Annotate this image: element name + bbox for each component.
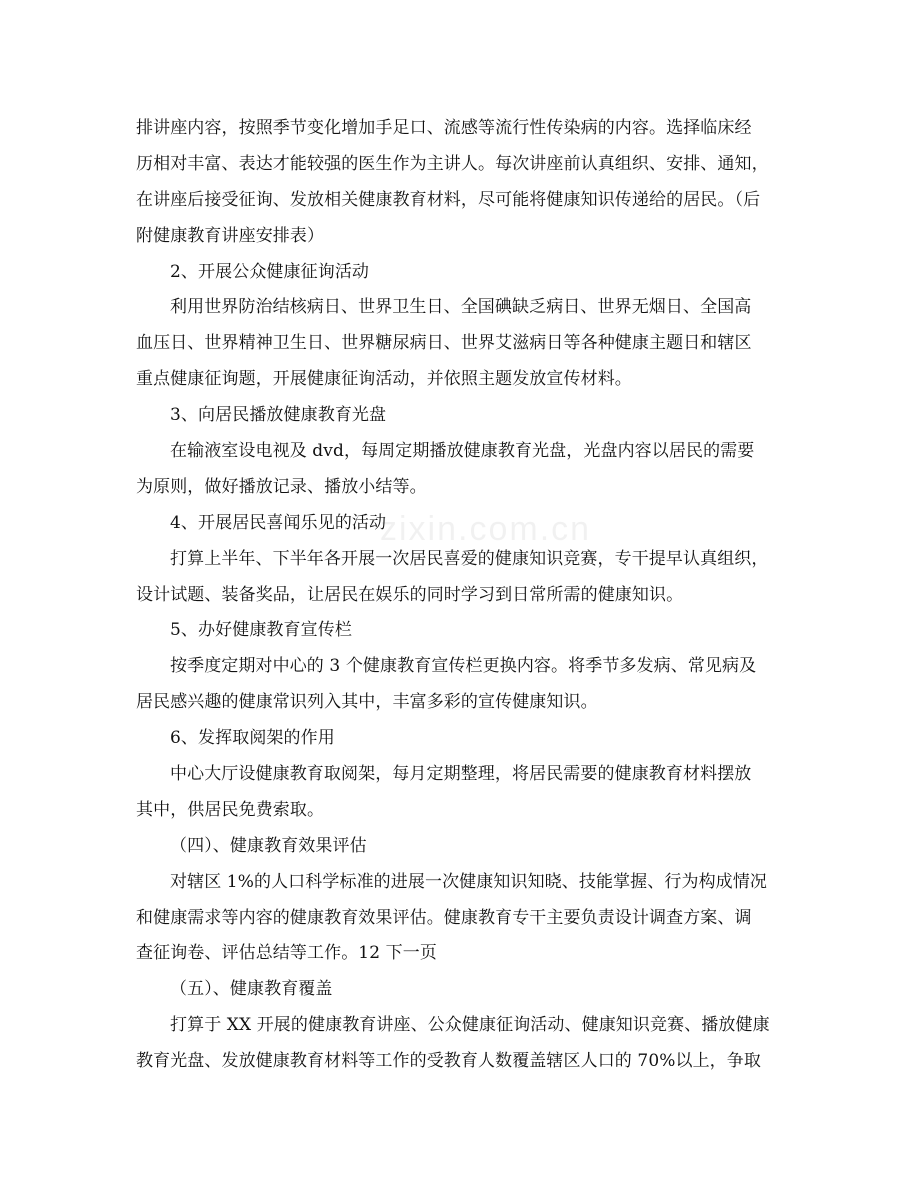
text-line: 历相对丰富、表达才能较强的医生作为主讲人。每次讲座前认真组织、安排、通知， [136, 153, 769, 174]
text-line: 中心大厅设健康教育取阅架，每月定期整理，将居民需要的健康教育材料摆放 [170, 764, 752, 785]
text-line: 在输液室设电视及 dvd，每周定期播放健康教育光盘，光盘内容以居民的需要 [170, 441, 755, 462]
text-line: 查征询卷、评估总结等工作。12 下一页 [136, 943, 437, 964]
text-line: 设计试题、装备奖品，让居民在娱乐的同时学习到日常所需的健康知识。 [136, 584, 684, 605]
text-line: 按季度定期对中心的 3 个健康教育宣传栏更换内容。将季节多发病、常见病及 [170, 656, 757, 677]
text-line: 血压日、世界精神卫生日、世界糖尿病日、世界艾滋病日等各种健康主题日和辖区 [136, 333, 752, 354]
text-line: 排讲座内容，按照季节变化增加手足口、流感等流行性传染病的内容。选择临床经 [136, 118, 752, 138]
text-line: 居民感兴趣的健康常识列入其中，丰富多彩的宣传健康知识。 [136, 692, 598, 713]
text-line: 其中，供居民免费索取。 [136, 799, 325, 820]
watermark: zixin.com.cn [380, 510, 592, 548]
text-line: 3、向居民播放健康教育光盘 [170, 405, 387, 426]
text-line: 为原则，做好播放记录、播放小结等。 [136, 476, 427, 497]
text-line: 重点健康征询题，开展健康征询活动，并依照主题发放宣传材料。 [136, 369, 632, 390]
text-line: 利用世界防治结核病日、世界卫生日、全国碘缺乏病日、世界无烟日、全国高 [170, 297, 752, 318]
text-line: 和健康需求等内容的健康教育效果评估。健康教育专干主要负责设计调查方案、调 [136, 907, 752, 928]
text-line: （四）、健康教育效果评估 [170, 835, 367, 856]
text-line: 对辖区 1%的人口科学标准的进展一次健康知识知晓、技能掌握、行为构成情况 [170, 871, 767, 892]
document-body [136, 116, 796, 1085]
text-line: 2、开展公众健康征询活动 [170, 261, 370, 282]
text-line: 打算于 XX 开展的健康教育讲座、公众健康征询活动、健康知识竞赛、播放健康 [170, 1015, 770, 1036]
text-line: 教育光盘、发放健康教育材料等工作的受教育人数覆盖辖区人口的 70%以上，争取 [136, 1051, 761, 1072]
text-line: 在讲座后接受征询、发放相关健康教育材料，尽可能将健康知识传递给的居民。（后 [136, 189, 761, 210]
text-line: 打算上半年、下半年各开展一次居民喜爱的健康知识竞赛，专干提早认真组织， [170, 548, 769, 569]
text-line: 5、办好健康教育宣传栏 [170, 620, 352, 641]
text-line: （五）、健康教育覆盖 [170, 979, 333, 1000]
text-line: 附健康教育讲座安排表） [136, 225, 325, 246]
text-line: 4、开展居民喜闻乐见的活动 [170, 512, 387, 533]
text-line: 6、发挥取阅架的作用 [170, 728, 335, 749]
